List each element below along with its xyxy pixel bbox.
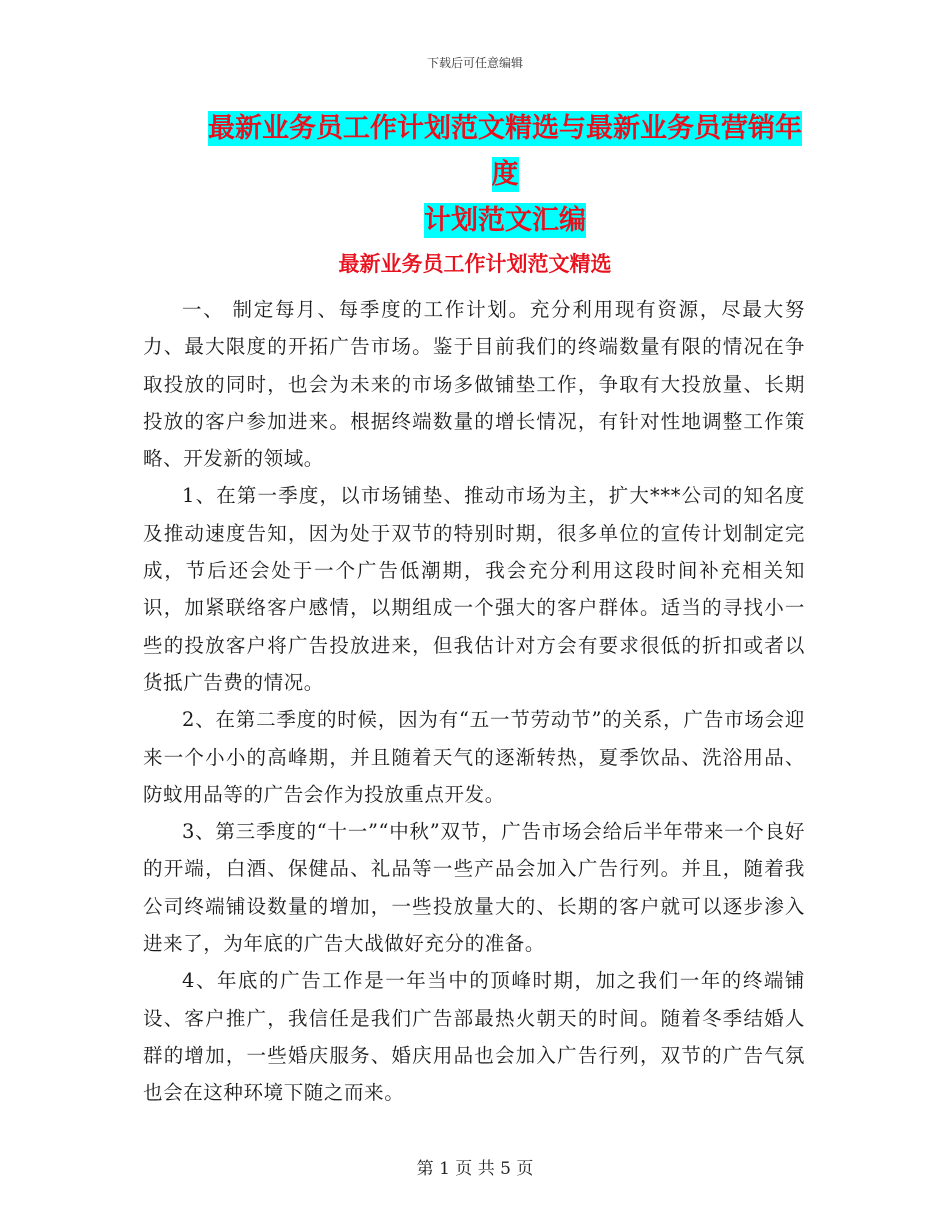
section-title: 最新业务员工作计划范文精选 <box>338 252 612 276</box>
paragraph-q4: 4、年底的广告工作是一年当中的顶峰时期，加之我们一年的终端铺设、客户推广，我信任是我们广告部最热火朝天的时间。随着冬季结婚人群的增加，一些婚庆服务、婚庆用品也会加入广告行列，双节的广告气氛也会在这种环境下随之而来。 <box>143 969 805 1105</box>
title-line-1: 最新业务员工作计划范文精选与最新业务员营销年度 <box>208 113 802 190</box>
paragraph-q2: 2、在第二季度的时候，因为有“五一节劳动节”的关系，广告市场会迎来一个小小的高峰期，并且随着天气的逐渐转热，夏季饮品、洗浴用品、防蚊用品等的广告会作为投放重点开发。 <box>143 708 805 806</box>
paragraph-q1: 1、在第一季度，以市场铺垫、推动市场为主，扩大***公司的知名度及推动速度告知，因为处于双节的特别时期，很多单位的宣传计划制定完成，节后还会处于一个广告低潮期，我会充分利用这段时间补充相关知识，加紧联络客户感情，以期组成一个强大的客户群体。适当的寻找小一些的投放客户将广告投放进来，但我估计对方会有要求很低的折扣或者以货抵广告费的情况。 <box>143 484 805 694</box>
body-text <box>143 291 805 1112</box>
document-title <box>195 106 815 244</box>
header-note: 下载后可任意编辑 <box>426 56 523 70</box>
title-line-2: 计划范文汇编 <box>424 205 586 236</box>
paragraph-intro: 一、 制定每月、每季度的工作计划。充分利用现有资源，尽最大努力、最大限度的开拓广告市场。鉴于目前我们的终端数量有限的情况在争取投放的同时，也会为未来的市场多做铺垫工作，争取有大投放量、长期投放的客户参加进来。根据终端数量的增长情况，有针对性地调整工作策略、开发新的领域。 <box>143 298 805 471</box>
paragraph-q3: 3、第三季度的“十一”“中秋”双节，广告市场会给后半年带来一个良好的开端，白酒、保健品、礼品等一些产品会加入广告行列。并且，随着我公司终端铺设数量的增加，一些投放量大的、长期的客户就可以逐步渗入进来了，为年底的广告大战做好充分的准备。 <box>143 820 805 956</box>
page-indicator: 第 1 页 共 5 页 <box>416 1159 534 1179</box>
